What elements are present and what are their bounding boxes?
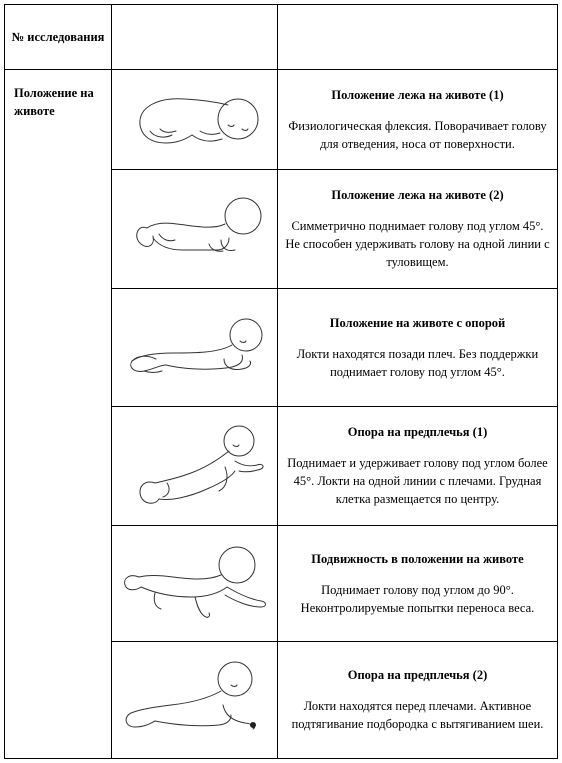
infant-forearm-support-icon [115, 421, 275, 511]
infant-prone-head-lift-icon [125, 194, 265, 264]
row-title: Опора на предплечья (2) [347, 668, 488, 682]
row-description: Поднимает голову под углом до 90°. Неконтролируемые попытки переноса веса. [300, 582, 535, 615]
illustration-cell [112, 289, 278, 407]
infant-forearm-support-2-icon [115, 655, 275, 745]
infant-prone-flexion-icon [130, 85, 260, 155]
row-title: Подвижность в положении на животе [311, 551, 524, 566]
header-empty-description [278, 5, 558, 70]
infant-prone-supported-icon [120, 313, 270, 383]
illustration-cell [112, 170, 278, 289]
row-description: Физиологическая флексия. Поворачивает голову для отведения, носа от поверхности. [288, 118, 547, 151]
row-description: Поднимает и удерживает голову под углом более 45°. Локти на одной линии с плечами. Грудная клетка размещается по центру. [287, 456, 548, 506]
header-study-number: № исследования [5, 5, 112, 70]
infant-prone-mobility-icon [115, 539, 275, 629]
table-row [5, 70, 558, 170]
row-description: Локти находятся позади плеч. Без поддержки поднимает голову под углом 45°. [296, 346, 539, 379]
row-title: Опора на предплечья (1) [347, 425, 488, 439]
section-label: Положение на животе [5, 70, 112, 759]
illustration-cell [112, 526, 278, 642]
row-description: Локти находятся перед плечами. Активное подтягивание подбородка с вытягиванием шеи. [291, 699, 544, 731]
row-title: Положение на животе с опорой [329, 315, 506, 330]
illustration-cell [112, 642, 278, 759]
row-title: Положение лежа на животе (1) [331, 87, 504, 102]
row-description: Симметрично поднимает голову под углом 45°. Не способен удерживать голову на одной линии с туловищем. [285, 219, 550, 269]
header-empty-illustration [112, 5, 278, 70]
assessment-table [4, 4, 558, 759]
illustration-cell [112, 70, 278, 170]
illustration-cell [112, 407, 278, 526]
row-title: Положение лежа на животе (2) [331, 188, 504, 202]
